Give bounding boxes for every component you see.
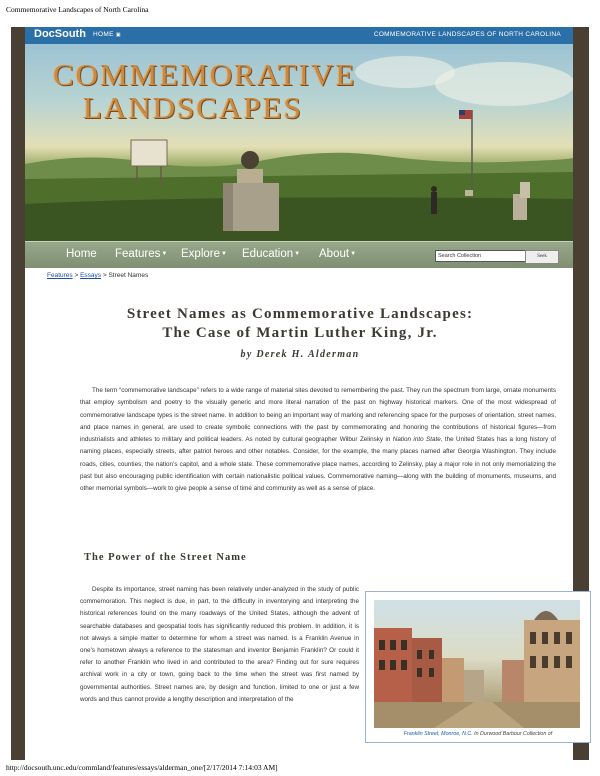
header-banner (25, 44, 573, 241)
breadcrumb-features-link[interactable]: Features (47, 272, 73, 279)
breadcrumb (47, 272, 148, 279)
pdf-footer: http://docsouth.unc.edu/commland/features/essays/alderman_one/[2/17/2014 7:14:03 AM] (6, 763, 278, 772)
body-paragraph: Despite its importance, street naming has been relatively under-analyzed in the study of public commemoration. This neglect is due, in part, to the difficulty in inventorying and interpreting the historical references found on the many roadways of the United States, although the advent of searchable databases and geospatial tools has significantly reduced this problem. In addition, it is not always a simple matter to determine for whom a street was named. Is a Franklin Avenue in one’s hometown always a reference to the statesman and inventor Benjamin Franklin? Or could it refer to another Franklin who lived in and contributed to the area? Finding out for sure requires archival work in a city or town, going back to the time when the street was first named by governmental authorities. Street names are, by design and function, limited to one or just a few words and thus cannot provide a lengthy description and interpretation of the (80, 586, 359, 703)
article-title-line2: The Case of Martin Luther King, Jr. (162, 325, 438, 341)
banner-title-line1: COMMEMORATIVE (53, 57, 357, 92)
turret-roof (534, 611, 558, 620)
intro-paragraph (80, 385, 556, 496)
pdf-header: Commemorative Landscapes of North Carolina (6, 5, 149, 14)
chevron-down-icon: ▼ (294, 250, 301, 257)
nav-about-label: About (319, 248, 350, 260)
caption-text: In Durwood Barbour Collection of (472, 731, 553, 737)
cloud (435, 62, 573, 106)
top-bar (25, 27, 573, 44)
article-title (0, 305, 600, 343)
nav-explore[interactable] (181, 248, 227, 260)
figure-box (365, 591, 591, 743)
search-input[interactable]: Search Collection (435, 250, 527, 262)
breadcrumb-separator: > (102, 272, 107, 279)
stone-marker (465, 190, 473, 196)
building (464, 670, 484, 702)
nav-features-label: Features (115, 248, 161, 260)
nav-education-label: Education (242, 248, 294, 260)
person-figure (431, 192, 437, 214)
nav-education[interactable] (242, 248, 300, 260)
breadcrumb-separator: > (74, 272, 79, 279)
foreground-grass (25, 197, 573, 241)
building (442, 658, 464, 702)
chevron-down-icon: ▼ (221, 250, 227, 257)
nav-home-label: Home (66, 248, 97, 260)
building (502, 660, 524, 702)
flag-canton (459, 110, 465, 115)
caption-link[interactable]: Franklin Street, Monroe, N.C. (403, 731, 473, 737)
nav-explore-label: Explore (181, 248, 220, 260)
chevron-down-icon: ▼ (350, 250, 357, 257)
figure-caption (366, 731, 590, 737)
section-heading: The Power of the Street Name (84, 552, 247, 563)
nav-home[interactable] (66, 248, 97, 260)
home-link-label: HOME (93, 31, 114, 38)
breadcrumb-essays-link[interactable]: Essays (80, 272, 102, 279)
intro-text-1: The term “commemorative landscape” refers to a wide range of material sites devoted to remembering the past. They run the spectrum from large, ornate monuments that employ symbolism and poetry to the visually generic and more literal narration of the past on highway historical markers. One of the most widespread of commemorative landscape types is the street name. In addition to being an important way of marking and referencing space for the purposes of orientation, street names, and place names in general, are used to create symbolic connections with the past by commemorating and honoring the contributions of historical figures—from industrialists and athletes to military and political leaders. As noted by cultural geographer Wilbur Zelinsky in (80, 387, 556, 444)
article-author: by Derek H. Alderman (240, 349, 360, 360)
person-head (431, 186, 437, 192)
photo-scene (374, 600, 580, 728)
historical-marker-sign (131, 140, 167, 166)
franklin-street-photo[interactable] (374, 600, 580, 728)
home-arrow-icon: ▣ (115, 32, 121, 38)
intro-book-title: Nation into State (392, 436, 441, 444)
site-title-link[interactable]: COMMEMORATIVE LANDSCAPES OF NORTH CAROLINA (373, 31, 561, 38)
monument-ball (241, 151, 259, 169)
cloud (355, 56, 455, 88)
stone-marker (520, 182, 530, 198)
article-title-line1: Street Names as Commemorative Landscapes: (126, 306, 474, 322)
banner-title-line2: LANDSCAPES (83, 90, 303, 125)
search-button[interactable]: Seek (525, 250, 559, 264)
docsouth-logo[interactable]: DocSouth (34, 28, 86, 40)
nav-about[interactable] (319, 248, 356, 260)
main-nav (25, 241, 573, 268)
breadcrumb-current: Street Names (108, 272, 149, 279)
building (412, 638, 442, 702)
chevron-down-icon: ▼ (161, 250, 168, 257)
banner-title (53, 58, 356, 124)
nav-features[interactable] (115, 248, 167, 260)
home-link[interactable] (93, 31, 121, 38)
monument-cap (237, 169, 263, 183)
intro-text-2: , the United States has a long history of naming places, especially streets, after patriot heroes and other notables. Consider, for the example, the many places named after Georgia Washington. They include roads, cities, counties, the nation’s capitol, and a whole state. These commemorative place names, according to Zelinsky, play a major role in not only memorializing the past but also encouraging public identification with certain nationalistic political values. Commemorative naming—along with the building of monuments, museums, and other memorial symbols—work to give people a sense of time and community as well as a sense of place. (80, 436, 556, 493)
monument-shadow (223, 183, 233, 231)
